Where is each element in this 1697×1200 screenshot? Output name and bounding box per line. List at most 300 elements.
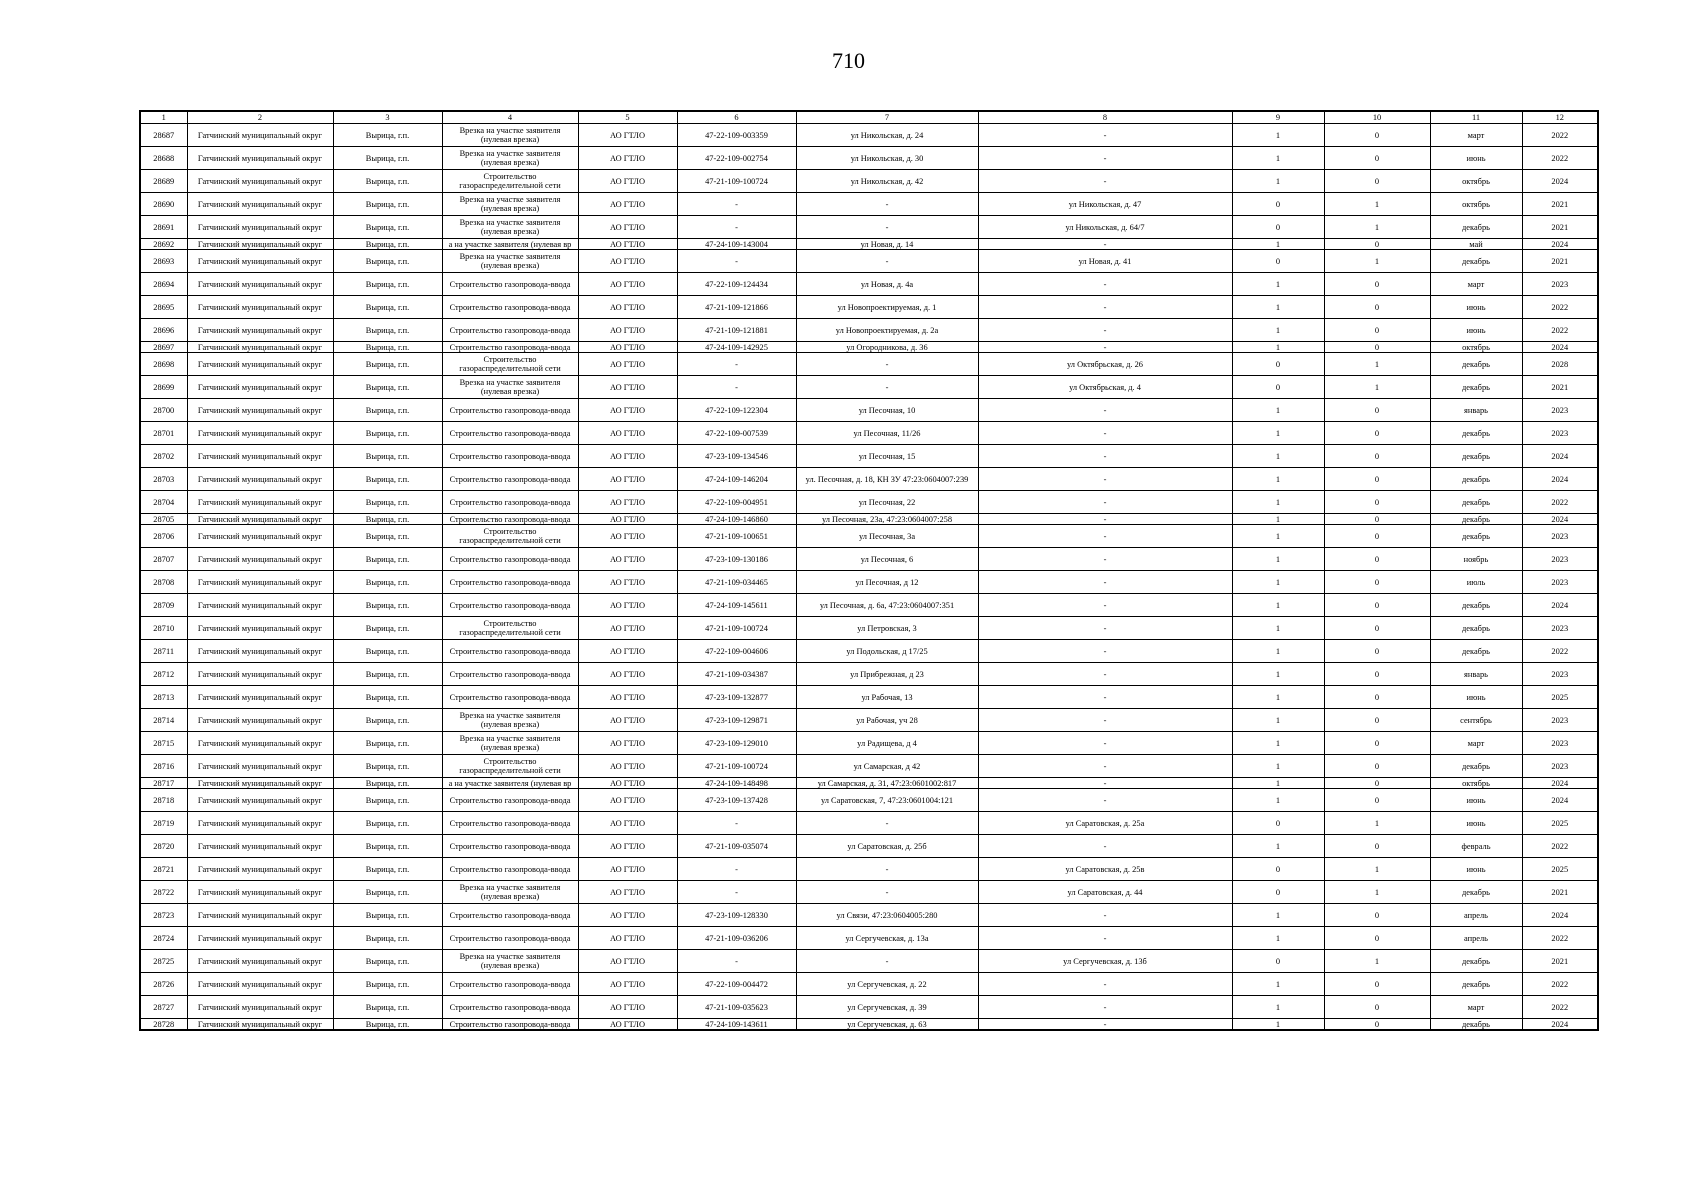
code-cell: 47-23-109-130186 (677, 548, 796, 571)
address-alt-cell: - (978, 491, 1232, 514)
work-type-cell: Врезка на участке заявителя (нулевая врезка) (442, 950, 578, 973)
col10-cell: 1 (1324, 193, 1430, 216)
organization-cell: АО ГТЛО (578, 663, 677, 686)
table-row (140, 709, 1598, 732)
work-type-cell: Строительство газопровода-ввода (442, 973, 578, 996)
address-cell: ул Сергучевская, д. 63 (796, 1019, 978, 1031)
district-cell: Гатчинский муниципальный округ (187, 640, 333, 663)
row-number: 28728 (140, 1019, 187, 1031)
district-cell: Гатчинский муниципальный округ (187, 904, 333, 927)
work-type-cell: Врезка на участке заявителя (нулевая врезка) (442, 881, 578, 904)
table-row (140, 881, 1598, 904)
organization-cell: АО ГТЛО (578, 296, 677, 319)
col-header: 1 (140, 111, 187, 124)
col9-cell: 1 (1232, 835, 1324, 858)
code-cell: - (677, 858, 796, 881)
col9-cell: 0 (1232, 193, 1324, 216)
table-row (140, 789, 1598, 812)
district-cell: Гатчинский муниципальный округ (187, 789, 333, 812)
settlement-cell: Вырица, г.п. (333, 812, 442, 835)
organization-cell: АО ГТЛО (578, 319, 677, 342)
code-cell: 47-22-109-004606 (677, 640, 796, 663)
month-cell: октябрь (1430, 342, 1522, 353)
address-cell: ул Песочная, 10 (796, 399, 978, 422)
address-alt-cell: - (978, 835, 1232, 858)
district-cell: Гатчинский муниципальный округ (187, 376, 333, 399)
row-number: 28704 (140, 491, 187, 514)
col9-cell: 1 (1232, 399, 1324, 422)
col10-cell: 0 (1324, 571, 1430, 594)
district-cell: Гатчинский муниципальный округ (187, 468, 333, 491)
work-type-cell: Строительство газопровода-ввода (442, 663, 578, 686)
address-alt-cell: - (978, 342, 1232, 353)
work-type-cell: Строительство газопровода-ввода (442, 927, 578, 950)
settlement-cell: Вырица, г.п. (333, 709, 442, 732)
address-cell: ул Радищева, д 4 (796, 732, 978, 755)
register-table (139, 110, 1599, 1031)
settlement-cell: Вырица, г.п. (333, 858, 442, 881)
table-row (140, 1019, 1598, 1031)
settlement-cell: Вырица, г.п. (333, 732, 442, 755)
organization-cell: АО ГТЛО (578, 686, 677, 709)
organization-cell: АО ГТЛО (578, 755, 677, 778)
year-cell: 2022 (1522, 319, 1598, 342)
year-cell: 2022 (1522, 835, 1598, 858)
district-cell: Гатчинский муниципальный округ (187, 296, 333, 319)
settlement-cell: Вырица, г.п. (333, 193, 442, 216)
year-cell: 2024 (1522, 170, 1598, 193)
address-alt-cell: - (978, 789, 1232, 812)
col10-cell: 0 (1324, 342, 1430, 353)
district-cell: Гатчинский муниципальный округ (187, 617, 333, 640)
year-cell: 2022 (1522, 973, 1598, 996)
col9-cell: 1 (1232, 342, 1324, 353)
organization-cell: АО ГТЛО (578, 216, 677, 239)
col10-cell: 1 (1324, 250, 1430, 273)
col9-cell: 1 (1232, 927, 1324, 950)
work-type-cell: Строительство газопровода-ввода (442, 342, 578, 353)
col9-cell: 1 (1232, 904, 1324, 927)
row-number: 28702 (140, 445, 187, 468)
col9-cell: 1 (1232, 548, 1324, 571)
row-number: 28695 (140, 296, 187, 319)
district-cell: Гатчинский муниципальный округ (187, 835, 333, 858)
address-cell: ул. Песочная, д. 18, КН ЗУ 47:23:0604007:239 (796, 468, 978, 491)
col9-cell: 1 (1232, 422, 1324, 445)
month-cell: декабрь (1430, 250, 1522, 273)
address-cell: ул Связи, 47:23:0604005:280 (796, 904, 978, 927)
table-row (140, 296, 1598, 319)
row-number: 28688 (140, 147, 187, 170)
address-cell: ул Песочная, д 12 (796, 571, 978, 594)
work-type-cell: Строительство газораспределительной сети (442, 525, 578, 548)
address-alt-cell: ул Никольская, д. 64/7 (978, 216, 1232, 239)
table-row (140, 124, 1598, 147)
district-cell: Гатчинский муниципальный округ (187, 491, 333, 514)
table-row (140, 399, 1598, 422)
settlement-cell: Вырица, г.п. (333, 147, 442, 170)
organization-cell: АО ГТЛО (578, 468, 677, 491)
work-type-cell: Строительство газопровода-ввода (442, 319, 578, 342)
address-alt-cell: - (978, 273, 1232, 296)
work-type-cell: Строительство газопровода-ввода (442, 686, 578, 709)
month-cell: январь (1430, 399, 1522, 422)
col9-cell: 1 (1232, 239, 1324, 250)
work-type-cell: Строительство газопровода-ввода (442, 640, 578, 663)
settlement-cell: Вырица, г.п. (333, 342, 442, 353)
settlement-cell: Вырица, г.п. (333, 353, 442, 376)
col10-cell: 1 (1324, 216, 1430, 239)
work-type-cell: Строительство газопровода-ввода (442, 904, 578, 927)
address-alt-cell: - (978, 147, 1232, 170)
col9-cell: 1 (1232, 789, 1324, 812)
address-alt-cell: - (978, 548, 1232, 571)
col10-cell: 0 (1324, 491, 1430, 514)
district-cell: Гатчинский муниципальный округ (187, 858, 333, 881)
address-alt-cell: - (978, 170, 1232, 193)
col9-cell: 1 (1232, 170, 1324, 193)
month-cell: декабрь (1430, 445, 1522, 468)
col10-cell: 0 (1324, 170, 1430, 193)
month-cell: июль (1430, 571, 1522, 594)
settlement-cell: Вырица, г.п. (333, 663, 442, 686)
col10-cell: 0 (1324, 296, 1430, 319)
code-cell: 47-23-109-137428 (677, 789, 796, 812)
address-cell: ул Рабочая, 13 (796, 686, 978, 709)
month-cell: январь (1430, 663, 1522, 686)
code-cell: 47-22-109-004472 (677, 973, 796, 996)
table-row (140, 732, 1598, 755)
address-alt-cell: - (978, 239, 1232, 250)
work-type-cell: Врезка на участке заявителя (нулевая врезка) (442, 216, 578, 239)
settlement-cell: Вырица, г.п. (333, 319, 442, 342)
address-alt-cell: - (978, 640, 1232, 663)
organization-cell: АО ГТЛО (578, 778, 677, 789)
code-cell: - (677, 950, 796, 973)
month-cell: ноябрь (1430, 548, 1522, 571)
month-cell: март (1430, 124, 1522, 147)
settlement-cell: Вырица, г.п. (333, 273, 442, 296)
district-cell: Гатчинский муниципальный округ (187, 399, 333, 422)
month-cell: февраль (1430, 835, 1522, 858)
month-cell: апрель (1430, 904, 1522, 927)
address-cell: ул Сергучевская, д. 13а (796, 927, 978, 950)
address-cell: ул Новопроектируемая, д. 1 (796, 296, 978, 319)
address-alt-cell: ул Сергучевская, д. 13б (978, 950, 1232, 973)
row-number: 28698 (140, 353, 187, 376)
organization-cell: АО ГТЛО (578, 973, 677, 996)
code-cell: 47-22-109-122304 (677, 399, 796, 422)
year-cell: 2021 (1522, 250, 1598, 273)
col9-cell: 1 (1232, 514, 1324, 525)
year-cell: 2023 (1522, 525, 1598, 548)
table-row (140, 858, 1598, 881)
row-number: 28726 (140, 973, 187, 996)
work-type-cell: Строительство газопровода-ввода (442, 1019, 578, 1031)
organization-cell: АО ГТЛО (578, 250, 677, 273)
year-cell: 2023 (1522, 399, 1598, 422)
month-cell: декабрь (1430, 617, 1522, 640)
address-alt-cell: - (978, 617, 1232, 640)
organization-cell: АО ГТЛО (578, 904, 677, 927)
col-header: 9 (1232, 111, 1324, 124)
code-cell: 47-21-109-100724 (677, 755, 796, 778)
address-cell: - (796, 353, 978, 376)
table-row (140, 273, 1598, 296)
code-cell: 47-22-109-007539 (677, 422, 796, 445)
settlement-cell: Вырица, г.п. (333, 239, 442, 250)
year-cell: 2021 (1522, 193, 1598, 216)
year-cell: 2021 (1522, 881, 1598, 904)
organization-cell: АО ГТЛО (578, 239, 677, 250)
address-alt-cell: - (978, 445, 1232, 468)
col10-cell: 1 (1324, 950, 1430, 973)
col-header: 3 (333, 111, 442, 124)
district-cell: Гатчинский муниципальный округ (187, 927, 333, 950)
work-type-cell: Строительство газораспределительной сети (442, 170, 578, 193)
organization-cell: АО ГТЛО (578, 812, 677, 835)
code-cell: - (677, 376, 796, 399)
address-cell: ул Сергучевская, д. 22 (796, 973, 978, 996)
month-cell: июнь (1430, 296, 1522, 319)
work-type-cell: Строительство газораспределительной сети (442, 755, 578, 778)
district-cell: Гатчинский муниципальный округ (187, 755, 333, 778)
address-alt-cell: ул Октябрьская, д. 4 (978, 376, 1232, 399)
address-cell: ул Песочная, 23а, 47:23:0604007:258 (796, 514, 978, 525)
work-type-cell: Строительство газопровода-ввода (442, 996, 578, 1019)
col10-cell: 1 (1324, 812, 1430, 835)
col10-cell: 0 (1324, 789, 1430, 812)
code-cell: - (677, 216, 796, 239)
table-row (140, 514, 1598, 525)
district-cell: Гатчинский муниципальный округ (187, 571, 333, 594)
work-type-cell: а на участке заявителя (нулевая вр (442, 778, 578, 789)
table-row (140, 640, 1598, 663)
row-number: 28693 (140, 250, 187, 273)
code-cell: 47-21-109-100724 (677, 170, 796, 193)
code-cell: - (677, 193, 796, 216)
col-header: 12 (1522, 111, 1598, 124)
row-number: 28687 (140, 124, 187, 147)
address-alt-cell: - (978, 319, 1232, 342)
col-header: 8 (978, 111, 1232, 124)
organization-cell: АО ГТЛО (578, 548, 677, 571)
work-type-cell: Строительство газопровода-ввода (442, 273, 578, 296)
settlement-cell: Вырица, г.п. (333, 216, 442, 239)
year-cell: 2024 (1522, 468, 1598, 491)
code-cell: 47-24-109-145611 (677, 594, 796, 617)
table-row (140, 353, 1598, 376)
district-cell: Гатчинский муниципальный округ (187, 239, 333, 250)
month-cell: июнь (1430, 858, 1522, 881)
col9-cell: 1 (1232, 663, 1324, 686)
settlement-cell: Вырица, г.п. (333, 422, 442, 445)
work-type-cell: Строительство газопровода-ввода (442, 548, 578, 571)
col9-cell: 1 (1232, 996, 1324, 1019)
code-cell: 47-21-109-100724 (677, 617, 796, 640)
work-type-cell: Врезка на участке заявителя (нулевая врезка) (442, 250, 578, 273)
address-alt-cell: - (978, 399, 1232, 422)
work-type-cell: а на участке заявителя (нулевая вр (442, 239, 578, 250)
col9-cell: 1 (1232, 640, 1324, 663)
code-cell: 47-21-109-034465 (677, 571, 796, 594)
year-cell: 2023 (1522, 571, 1598, 594)
table-row (140, 755, 1598, 778)
district-cell: Гатчинский муниципальный округ (187, 525, 333, 548)
col9-cell: 1 (1232, 147, 1324, 170)
district-cell: Гатчинский муниципальный округ (187, 950, 333, 973)
organization-cell: АО ГТЛО (578, 525, 677, 548)
month-cell: март (1430, 732, 1522, 755)
address-cell: - (796, 881, 978, 904)
year-cell: 2024 (1522, 342, 1598, 353)
code-cell: 47-24-109-146204 (677, 468, 796, 491)
table-row (140, 147, 1598, 170)
table-row (140, 617, 1598, 640)
col10-cell: 1 (1324, 353, 1430, 376)
code-cell: 47-22-109-004951 (677, 491, 796, 514)
code-cell: 47-24-109-148498 (677, 778, 796, 789)
address-cell: - (796, 376, 978, 399)
month-cell: декабрь (1430, 376, 1522, 399)
row-number: 28717 (140, 778, 187, 789)
col-header: 5 (578, 111, 677, 124)
row-number: 28692 (140, 239, 187, 250)
organization-cell: АО ГТЛО (578, 927, 677, 950)
col9-cell: 1 (1232, 319, 1324, 342)
table-row (140, 996, 1598, 1019)
settlement-cell: Вырица, г.п. (333, 445, 442, 468)
code-cell: 47-21-109-035623 (677, 996, 796, 1019)
code-cell: - (677, 881, 796, 904)
address-cell: ул Петровская, 3 (796, 617, 978, 640)
row-number: 28712 (140, 663, 187, 686)
col10-cell: 0 (1324, 1019, 1430, 1031)
address-cell: ул Песочная, 3а (796, 525, 978, 548)
organization-cell: АО ГТЛО (578, 342, 677, 353)
work-type-cell: Строительство газораспределительной сети (442, 353, 578, 376)
month-cell: декабрь (1430, 973, 1522, 996)
district-cell: Гатчинский муниципальный округ (187, 319, 333, 342)
address-alt-cell: - (978, 124, 1232, 147)
district-cell: Гатчинский муниципальный округ (187, 548, 333, 571)
settlement-cell: Вырица, г.п. (333, 170, 442, 193)
row-number: 28705 (140, 514, 187, 525)
month-cell: май (1430, 239, 1522, 250)
table-row (140, 525, 1598, 548)
work-type-cell: Строительство газопровода-ввода (442, 422, 578, 445)
col9-cell: 1 (1232, 525, 1324, 548)
col9-cell: 1 (1232, 594, 1324, 617)
work-type-cell: Врезка на участке заявителя (нулевая врезка) (442, 124, 578, 147)
row-number: 28707 (140, 548, 187, 571)
month-cell: декабрь (1430, 881, 1522, 904)
code-cell: 47-21-109-121881 (677, 319, 796, 342)
settlement-cell: Вырица, г.п. (333, 525, 442, 548)
organization-cell: АО ГТЛО (578, 273, 677, 296)
address-alt-cell: - (978, 996, 1232, 1019)
code-cell: 47-24-109-142925 (677, 342, 796, 353)
col10-cell: 0 (1324, 525, 1430, 548)
row-number: 28691 (140, 216, 187, 239)
district-cell: Гатчинский муниципальный округ (187, 778, 333, 789)
district-cell: Гатчинский муниципальный округ (187, 147, 333, 170)
month-cell: декабрь (1430, 216, 1522, 239)
address-cell: ул Саратовская, д. 25б (796, 835, 978, 858)
col10-cell: 0 (1324, 835, 1430, 858)
col9-cell: 1 (1232, 778, 1324, 789)
district-cell: Гатчинский муниципальный округ (187, 445, 333, 468)
address-cell: ул Песочная, д. 6а, 47:23:0604007:351 (796, 594, 978, 617)
settlement-cell: Вырица, г.п. (333, 399, 442, 422)
table-row (140, 812, 1598, 835)
month-cell: декабрь (1430, 525, 1522, 548)
table-row (140, 250, 1598, 273)
work-type-cell: Строительство газопровода-ввода (442, 571, 578, 594)
col-header: 10 (1324, 111, 1430, 124)
organization-cell: АО ГТЛО (578, 881, 677, 904)
address-alt-cell: ул Саратовская, д. 25в (978, 858, 1232, 881)
header-row (140, 111, 1598, 124)
address-cell: ул Песочная, 11/26 (796, 422, 978, 445)
code-cell: 47-23-109-134546 (677, 445, 796, 468)
col9-cell: 0 (1232, 216, 1324, 239)
year-cell: 2022 (1522, 640, 1598, 663)
organization-cell: АО ГТЛО (578, 193, 677, 216)
year-cell: 2028 (1522, 353, 1598, 376)
col10-cell: 0 (1324, 709, 1430, 732)
table-row (140, 445, 1598, 468)
table-body (140, 124, 1598, 1031)
row-number: 28723 (140, 904, 187, 927)
month-cell: апрель (1430, 927, 1522, 950)
year-cell: 2023 (1522, 755, 1598, 778)
year-cell: 2022 (1522, 147, 1598, 170)
district-cell: Гатчинский муниципальный округ (187, 193, 333, 216)
district-cell: Гатчинский муниципальный округ (187, 422, 333, 445)
code-cell: 47-24-109-146860 (677, 514, 796, 525)
col9-cell: 0 (1232, 250, 1324, 273)
year-cell: 2025 (1522, 858, 1598, 881)
address-alt-cell: - (978, 422, 1232, 445)
row-number: 28719 (140, 812, 187, 835)
table-row (140, 548, 1598, 571)
district-cell: Гатчинский муниципальный округ (187, 709, 333, 732)
year-cell: 2024 (1522, 789, 1598, 812)
settlement-cell: Вырица, г.п. (333, 996, 442, 1019)
address-cell: ул Новая, д. 4а (796, 273, 978, 296)
col9-cell: 1 (1232, 732, 1324, 755)
year-cell: 2022 (1522, 124, 1598, 147)
month-cell: сентябрь (1430, 709, 1522, 732)
col9-cell: 1 (1232, 755, 1324, 778)
table-row (140, 468, 1598, 491)
col10-cell: 0 (1324, 399, 1430, 422)
year-cell: 2024 (1522, 514, 1598, 525)
address-cell: ул Песочная, 15 (796, 445, 978, 468)
col10-cell: 0 (1324, 904, 1430, 927)
month-cell: октябрь (1430, 778, 1522, 789)
col10-cell: 0 (1324, 514, 1430, 525)
settlement-cell: Вырица, г.п. (333, 296, 442, 319)
organization-cell: АО ГТЛО (578, 640, 677, 663)
work-type-cell: Врезка на участке заявителя (нулевая врезка) (442, 147, 578, 170)
address-alt-cell: - (978, 732, 1232, 755)
row-number: 28703 (140, 468, 187, 491)
col9-cell: 1 (1232, 1019, 1324, 1031)
address-cell: - (796, 858, 978, 881)
district-cell: Гатчинский муниципальный округ (187, 686, 333, 709)
